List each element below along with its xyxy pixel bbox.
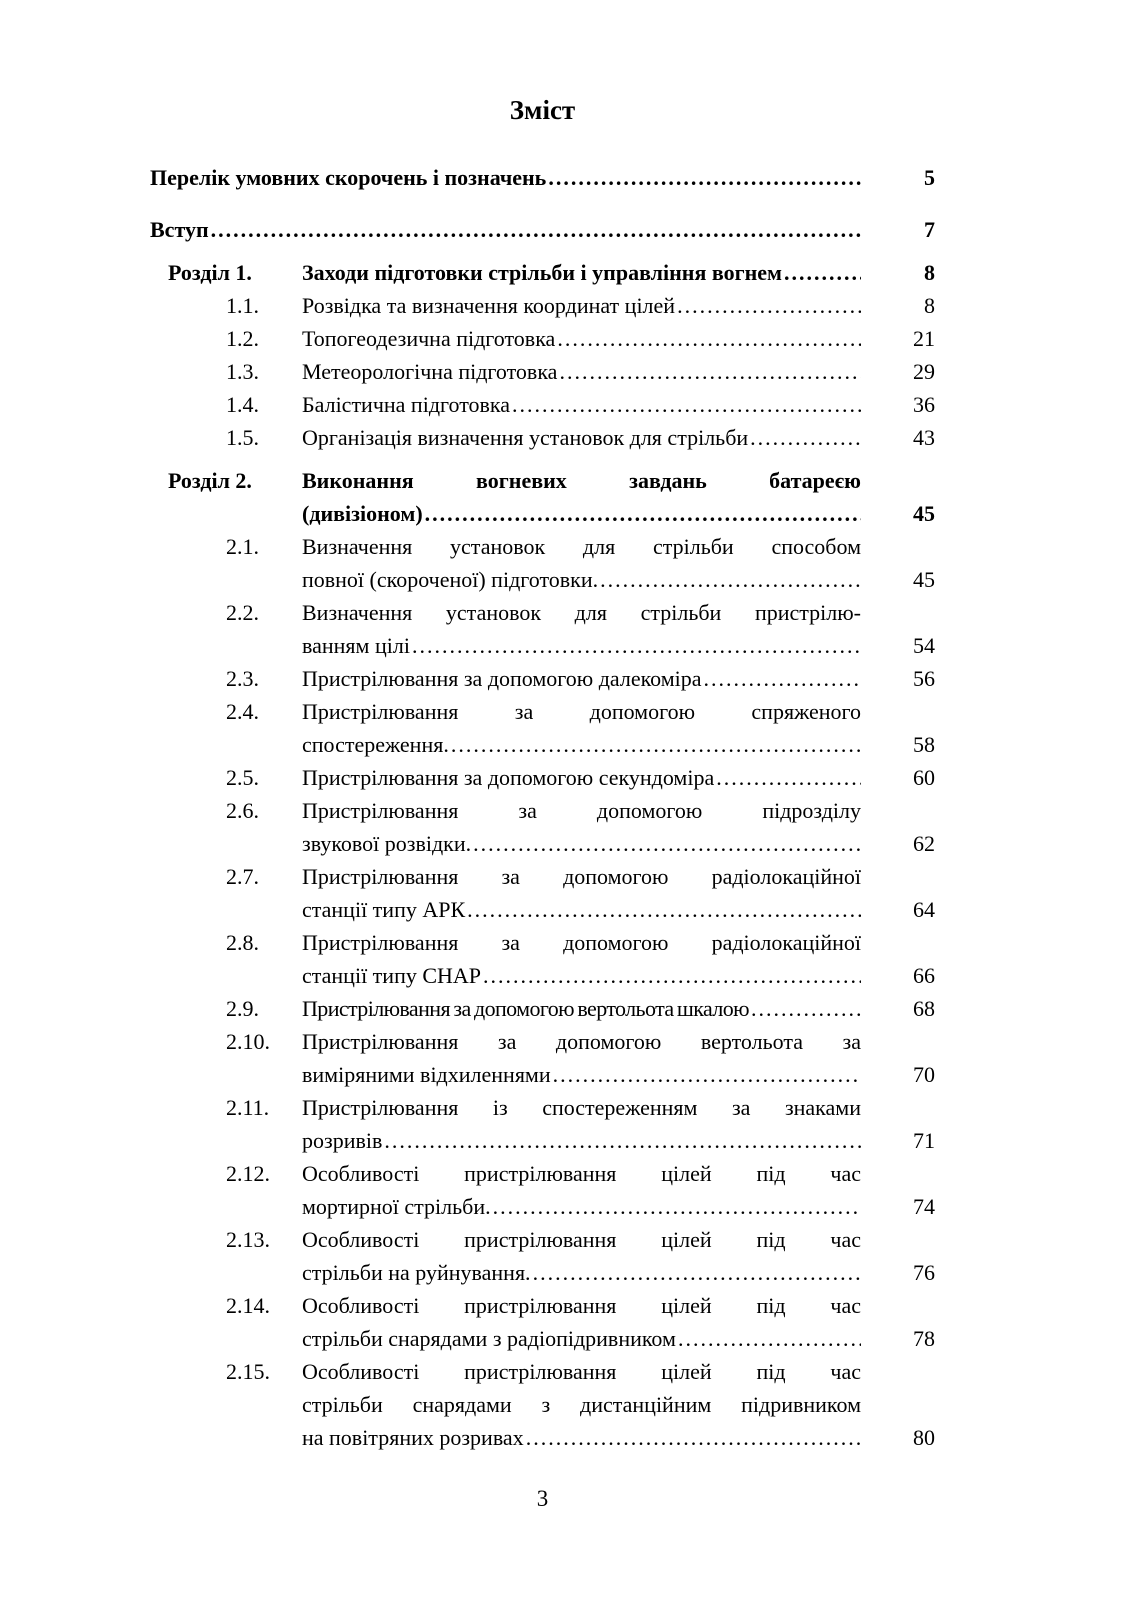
dot-leader bbox=[493, 1190, 861, 1223]
toc-entry-text-block bbox=[150, 213, 861, 246]
toc-entry bbox=[150, 1025, 935, 1091]
toc-entry-page-number: 54 bbox=[913, 633, 935, 658]
toc-entry bbox=[150, 992, 935, 1025]
dot-leader bbox=[678, 1322, 861, 1355]
dot-leader bbox=[716, 761, 861, 794]
toc-entry-number: 2.10. bbox=[226, 1029, 270, 1054]
toc-entry-text: стрільби на руйнування. bbox=[302, 1260, 531, 1285]
toc-entry-page-number: 56 bbox=[913, 666, 935, 691]
toc-entry-number: 2.12. bbox=[226, 1161, 270, 1186]
toc-entry-text: Вступ bbox=[150, 217, 209, 242]
toc-entry-text: спостереження. bbox=[302, 732, 449, 757]
toc-entry-number: 1.4. bbox=[226, 392, 259, 417]
toc-entry-text-block bbox=[302, 1289, 861, 1355]
toc-entry bbox=[150, 213, 935, 246]
dot-leader bbox=[750, 421, 861, 454]
toc-entry-number: 2.15. bbox=[226, 1359, 270, 1384]
toc-entry-text: Пристрілювання за допомогою далекоміра bbox=[302, 666, 702, 691]
toc-entry-number: 2.1. bbox=[226, 534, 259, 559]
dot-leader bbox=[533, 1256, 861, 1289]
toc-entry-text-line: Пристрілювання за допомогою спряженого bbox=[302, 699, 861, 724]
dot-leader bbox=[704, 662, 861, 695]
toc-entry-number: 1.5. bbox=[226, 425, 259, 450]
toc-entry-text: Заходи підготовки стрільби і управління вогнем bbox=[302, 260, 783, 285]
toc-entry-page-number: 68 bbox=[913, 996, 935, 1021]
toc-entry-text-block bbox=[302, 1223, 861, 1289]
toc-entry-text-line: Особливості пристрілювання цілей під час bbox=[302, 1359, 861, 1384]
toc-entry-text: повної (скороченої) підготовки. bbox=[302, 567, 599, 592]
toc-entry bbox=[150, 388, 935, 421]
toc-entry bbox=[150, 1091, 935, 1157]
toc-entry-text: Топогеодезична підготовка bbox=[302, 326, 556, 351]
dot-leader bbox=[512, 388, 861, 421]
toc-entry-text-line: Особливості пристрілювання цілей під час bbox=[302, 1293, 861, 1318]
toc-entry-page-number: 64 bbox=[913, 897, 935, 922]
toc-entry-number: 2.14. bbox=[226, 1293, 270, 1318]
toc-entry bbox=[150, 421, 935, 454]
toc-entry-text-line: стрільби снарядами з дистанційним підривником bbox=[302, 1392, 861, 1417]
toc-entry-number: 2.4. bbox=[226, 699, 259, 724]
toc-entry-text: мортирної стрільби. bbox=[302, 1194, 491, 1219]
toc-entry-text: Пристрілювання за допомогою вертольота шкалою bbox=[302, 996, 750, 1021]
toc-entry-text-line: Пристрілювання із спостереженням за знаками bbox=[302, 1095, 861, 1120]
toc-entry-text-block bbox=[302, 1025, 861, 1091]
toc-entry bbox=[150, 761, 935, 794]
toc-entry-number: 2.9. bbox=[226, 996, 259, 1021]
toc-entry-text-block bbox=[150, 161, 861, 194]
toc-entry-text-line: Визначення установок для стрільби пристрілю- bbox=[302, 600, 861, 625]
toc-entry-text-block bbox=[302, 256, 861, 289]
dot-leader bbox=[557, 322, 861, 355]
toc-entry-number: 2.7. bbox=[226, 864, 259, 889]
toc-entry-number: 1.1. bbox=[226, 293, 259, 318]
toc-entry-text-block bbox=[302, 662, 861, 695]
toc-entry-text-block bbox=[302, 289, 861, 322]
table-of-contents bbox=[150, 142, 935, 1454]
toc-entry-text-line: Пристрілювання за допомогою вертольота за bbox=[302, 1029, 861, 1054]
toc-entry-text: розривів bbox=[302, 1128, 383, 1153]
toc-entry-text: виміряними відхиленнями bbox=[302, 1062, 551, 1087]
toc-entry-page-number: 7 bbox=[924, 217, 935, 242]
toc-entry bbox=[150, 530, 935, 596]
toc-entry bbox=[150, 596, 935, 662]
toc-entry-text-block bbox=[302, 388, 861, 421]
toc-entry-number: 2.6. bbox=[226, 798, 259, 823]
toc-entry-text: Розвідка та визначення координат цілей bbox=[302, 293, 676, 318]
toc-entry bbox=[150, 1223, 935, 1289]
toc-entry-page-number: 5 bbox=[924, 165, 935, 190]
toc-entry-page-number: 29 bbox=[913, 359, 935, 384]
toc-entry bbox=[150, 289, 935, 322]
toc-entry-page-number: 80 bbox=[913, 1425, 935, 1450]
toc-entry-text-block bbox=[302, 421, 861, 454]
toc-entry-text-line: Пристрілювання за допомогою підрозділу bbox=[302, 798, 861, 823]
toc-entry-text: Метеорологічна підготовка bbox=[302, 359, 558, 384]
toc-entry-text-block bbox=[302, 355, 861, 388]
dot-leader bbox=[526, 1421, 861, 1454]
toc-entry-page-number: 58 bbox=[913, 732, 935, 757]
toc-entry bbox=[150, 1355, 935, 1454]
toc-entry-number: 2.8. bbox=[226, 930, 259, 955]
toc-entry-page-number: 45 bbox=[913, 567, 935, 592]
toc-entry-number: 2.2. bbox=[226, 600, 259, 625]
page-title: Зміст bbox=[509, 95, 576, 125]
toc-entry bbox=[150, 464, 935, 530]
toc-entry-text-line: Особливості пристрілювання цілей під час bbox=[302, 1227, 861, 1252]
dot-leader bbox=[451, 728, 861, 761]
toc-entry-text: Перелік умовних скорочень і позначень bbox=[150, 165, 547, 190]
toc-entry-text-line: Особливості пристрілювання цілей під час bbox=[302, 1161, 861, 1186]
toc-entry-number: Розділ 1. bbox=[168, 260, 252, 285]
toc-entry-text-line: Пристрілювання за допомогою радіолокаційної bbox=[302, 864, 861, 889]
toc-entry-text: Організація визначення установок для стрільби bbox=[302, 425, 749, 450]
dot-leader bbox=[384, 1124, 861, 1157]
toc-entry-text: Балістична підготовка bbox=[302, 392, 511, 417]
toc-entry-text-block bbox=[302, 1157, 861, 1223]
toc-entry-page-number: 76 bbox=[913, 1260, 935, 1285]
dot-leader bbox=[483, 959, 861, 992]
dot-leader bbox=[600, 563, 861, 596]
toc-entry-text: ванням цілі bbox=[302, 633, 410, 658]
toc-entry-page-number: 21 bbox=[913, 326, 935, 351]
toc-entry-page-number: 78 bbox=[913, 1326, 935, 1351]
toc-entry-page-number: 62 bbox=[913, 831, 935, 856]
toc-entry-text-line: Визначення установок для стрільби способом bbox=[302, 534, 861, 559]
toc-entry-page-number: 60 bbox=[913, 765, 935, 790]
dot-leader bbox=[553, 1058, 861, 1091]
toc-entry-page-number: 8 bbox=[924, 293, 935, 318]
toc-entry-text-block bbox=[302, 992, 861, 1025]
toc-entry-text: станції типу СНАР bbox=[302, 963, 482, 988]
toc-entry-page-number: 36 bbox=[913, 392, 935, 417]
toc-entry-text-block bbox=[302, 1355, 861, 1454]
dot-leader bbox=[784, 256, 861, 289]
dot-leader bbox=[548, 161, 861, 194]
dot-leader bbox=[425, 497, 861, 530]
toc-entry-text-block bbox=[302, 530, 861, 596]
toc-entry-number: 1.2. bbox=[226, 326, 259, 351]
toc-entry-text: стрільби снарядами з радіопідривником bbox=[302, 1326, 676, 1351]
toc-entry-number: 2.5. bbox=[226, 765, 259, 790]
toc-entry-text: на повітряних розривах bbox=[302, 1425, 524, 1450]
toc-entry bbox=[150, 161, 935, 194]
toc-entry bbox=[150, 322, 935, 355]
toc-entry-page-number: 66 bbox=[913, 963, 935, 988]
toc-entry-text: станції типу АРК bbox=[302, 897, 466, 922]
toc-entry-text-line: Пристрілювання за допомогою радіолокаційної bbox=[302, 930, 861, 955]
toc-entry bbox=[150, 860, 935, 926]
toc-entry-text-block bbox=[302, 1091, 861, 1157]
footer-page-number: 3 bbox=[536, 1486, 549, 1511]
dot-leader bbox=[412, 629, 861, 662]
dot-leader bbox=[559, 355, 861, 388]
toc-entry-text-block bbox=[302, 860, 861, 926]
dot-leader bbox=[211, 213, 861, 246]
toc-entry-page-number: 45 bbox=[913, 501, 935, 526]
toc-entry-text-block bbox=[302, 464, 861, 530]
toc-entry-number: 1.3. bbox=[226, 359, 259, 384]
toc-entry-text: звукової розвідки. bbox=[302, 831, 472, 856]
toc-entry-text-line: Виконання вогневих завдань батареєю bbox=[302, 468, 861, 493]
toc-entry-page-number: 8 bbox=[924, 260, 935, 285]
toc-entry-page-number: 74 bbox=[913, 1194, 935, 1219]
toc-entry-number: Розділ 2. bbox=[168, 468, 252, 493]
toc-entry-number: 2.3. bbox=[226, 666, 259, 691]
toc-entry bbox=[150, 695, 935, 761]
toc-entry-page-number: 71 bbox=[913, 1128, 935, 1153]
toc-entry bbox=[150, 1289, 935, 1355]
toc-entry bbox=[150, 1157, 935, 1223]
toc-entry-text-block bbox=[302, 761, 861, 794]
toc-entry-text: Пристрілювання за допомогою секундоміра bbox=[302, 765, 715, 790]
dot-leader bbox=[473, 827, 861, 860]
toc-entry bbox=[150, 794, 935, 860]
toc-entry-text-block bbox=[302, 695, 861, 761]
toc-entry-page-number: 70 bbox=[913, 1062, 935, 1087]
dot-leader bbox=[751, 992, 861, 1025]
toc-entry-page-number: 43 bbox=[913, 425, 935, 450]
toc-entry-number: 2.11. bbox=[226, 1095, 270, 1120]
toc-entry-text: (дивізіоном) bbox=[302, 501, 423, 526]
toc-entry-text-block bbox=[302, 596, 861, 662]
dot-leader bbox=[677, 289, 861, 322]
toc-entry bbox=[150, 926, 935, 992]
toc-entry bbox=[150, 256, 935, 289]
toc-entry-text-block bbox=[302, 794, 861, 860]
toc-entry bbox=[150, 355, 935, 388]
toc-entry-number: 2.13. bbox=[226, 1227, 270, 1252]
toc-entry bbox=[150, 662, 935, 695]
dot-leader bbox=[467, 893, 861, 926]
toc-entry-text-block bbox=[302, 322, 861, 355]
toc-entry-text-block bbox=[302, 926, 861, 992]
